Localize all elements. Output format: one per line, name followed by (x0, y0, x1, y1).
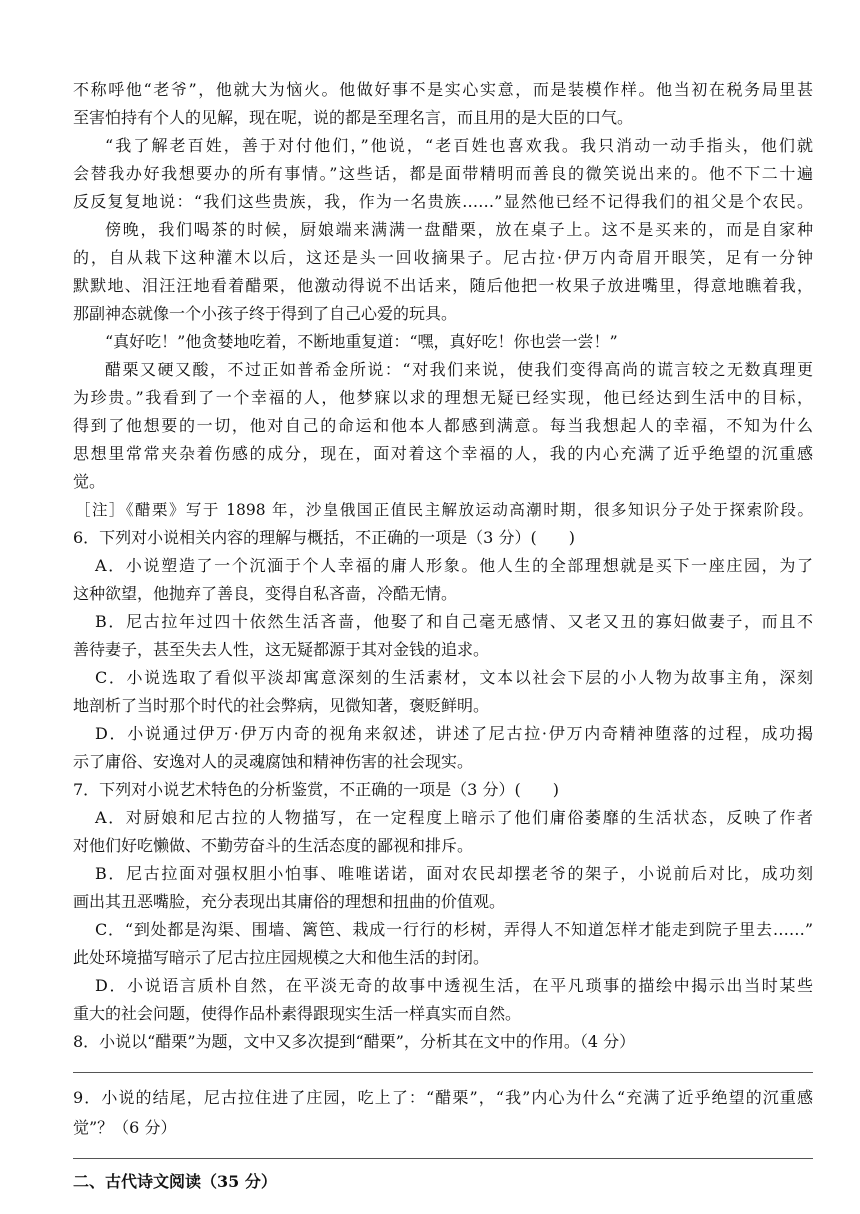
story-p2-line2: 会替我办好我想要办的所有事情。”这些话，都是面带精明而善良的微笑说出来的。他不下二十遍 (73, 164, 813, 183)
story-p5-line1: 醋栗又硬又酸，不过正如普希金所说：“对我们来说，使我们变得高尚的谎言较之无数真理更 (105, 360, 813, 379)
question-7-stem: 7．下列对小说艺术特色的分析鉴赏，不正确的一项是（3 分）( ) (73, 780, 559, 799)
story-p5-line5: 觉。 (73, 472, 106, 491)
answer-line-q8 (73, 1072, 813, 1073)
question-7-option-b-line2: 画出其丑恶嘴脸，充分表现出其庸俗的理想和扭曲的价值观。 (73, 892, 506, 911)
question-7-option-d-line1: D．小说语言质朴自然，在平淡无奇的故事中透视生活，在平凡琐事的描绘中揭示出当时某些 (95, 976, 813, 995)
story-p3-line3: 默默地、泪汪汪地看着醋栗，他激动得说不出话来，随后他把一枚果子放进嘴里，得意地瞧着我， (73, 276, 813, 295)
question-7-option-c-line2: 此处环境描写暗示了尼古拉庄园规模之大和他生活的封闭。 (73, 948, 490, 967)
story-p5-line3: 得到了他想要的一切，他对自己的命运和他本人都感到满意。每当我想起人的幸福，不知为什么 (73, 416, 813, 435)
question-7-option-a-line2: 对他们好吃懒做、不勤劳奋斗的生活态度的鄙视和排斥。 (73, 836, 474, 855)
story-p3-line2: 的，自从栽下这种灌木以后，这还是头一回收摘果子。尼古拉·伊万内奇眉开眼笑，足有一分钟 (73, 248, 813, 267)
story-p1-line1: 不称呼他“老爷”，他就大为恼火。他做好事不是实心实意，而是装模作样。他当初在税务局里甚 (73, 80, 813, 99)
story-note: ［注］《醋栗》写于 1898 年，沙皇俄国正值民主解放运动高潮时期，很多知识分子处于探索阶段。 (75, 501, 813, 519)
story-p4-line1: “真好吃！”他贪婪地吃着，不断地重复道：“嘿，真好吃！你也尝一尝！” (105, 332, 618, 351)
question-7-option-d-line2: 重大的社会问题，使得作品朴素得跟现实生活一样真实而自然。 (73, 1004, 522, 1023)
question-8-stem: 8．小说以“醋栗”为题，文中又多次提到“醋栗”，分析其在文中的作用。（4 分） (73, 1032, 636, 1051)
question-7-option-a-line1: A．对厨娘和尼古拉的人物描写，在一定程度上暗示了他们庸俗萎靡的生活状态，反映了作者 (95, 808, 813, 827)
question-6-option-a-line1: A．小说塑造了一个沉湎于个人幸福的庸人形象。他人生的全部理想就是买下一座庄园，为了 (95, 556, 813, 575)
question-6-option-a-line2: 这种欲望，他抛弃了善良，变得自私吝啬，冷酷无情。 (73, 584, 458, 603)
answer-line-q9 (73, 1158, 813, 1159)
question-6-stem: 6．下列对小说相关内容的理解与概括，不正确的一项是（3 分）( ) (73, 528, 575, 547)
question-6-option-b-line2: 善待妻子，甚至失去人性，这无疑都源于其对金钱的追求。 (73, 640, 490, 659)
story-p5-line4: 思想里常常夹杂着伤感的成分，现在，面对着这个幸福的人，我的内心充满了近乎绝望的沉重感 (73, 444, 813, 463)
question-6-option-c-line2: 地剖析了当时那个时代的社会弊病，见微知著，褒贬鲜明。 (73, 696, 490, 715)
question-6-option-b-line1: B．尼古拉年过四十依然生活吝啬，他娶了和自己毫无感情、又老又丑的寡妇做妻子，而且不 (95, 612, 813, 631)
question-6-option-d-line1: D．小说通过伊万·伊万内奇的视角来叙述，讲述了尼古拉·伊万内奇精神堕落的过程，成功揭 (95, 724, 813, 743)
question-6-option-d-line2: 示了庸俗、安逸对人的灵魂腐蚀和精神伤害的社会现实。 (73, 752, 474, 771)
story-p3-line1: 傍晚，我们喝茶的时候，厨娘端来满满一盘醋栗，放在桌子上。这不是买来的，而是自家种 (105, 220, 813, 239)
story-p5-line2: 为珍贵。”我看到了一个幸福的人，他梦寐以求的理想无疑已经实现，他已经达到生活中的目标， (73, 388, 813, 407)
section-2-title: 二、古代诗文阅读（35 分） (73, 1172, 277, 1191)
question-9-line1: 9．小说的结尾，尼古拉住进了庄园，吃上了：“醋栗”，“我”内心为什么“充满了近乎绝望的沉重感 (73, 1088, 813, 1107)
story-p2-line3: 反反复复地说：“我们这些贵族，我，作为一名贵族……”显然他已经不记得我们的祖父是个农民。 (73, 192, 813, 211)
question-7-option-c-line1: C．“到处都是沟渠、围墙、篱笆、栽成一行行的杉树，弄得人不知道怎样才能走到院子里去……” (95, 920, 813, 939)
question-7-option-b-line1: B．尼古拉面对强权胆小怕事、唯唯诺诺，面对农民却摆老爷的架子，小说前后对比，成功刻 (95, 864, 813, 883)
story-p3-line4: 那副神态就像一个小孩子终于得到了自己心爱的玩具。 (73, 304, 458, 323)
question-6-option-c-line1: C．小说选取了看似平淡却寓意深刻的生活素材，文本以社会下层的小人物为故事主角，深刻 (95, 668, 813, 687)
story-p1-line2: 至害怕持有个人的见解，现在呢，说的都是至理名言，而且用的是大臣的口气。 (73, 108, 634, 127)
story-p2-line1: “我了解老百姓，善于对付他们，”他说，“老百姓也喜欢我。我只消动一动手指头，他们就 (105, 136, 813, 155)
question-9-line2: 觉”？（6 分） (73, 1118, 177, 1137)
